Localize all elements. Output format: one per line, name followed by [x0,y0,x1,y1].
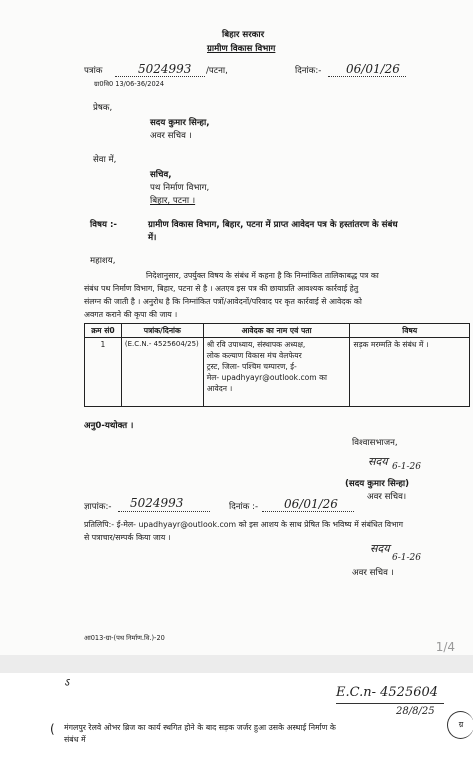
page-counter: 1/4 [435,640,455,654]
header-reference: पत्रांक/दिनांक [121,324,203,338]
jnapank-value: 5024993 [130,496,184,510]
sender-designation: अवर सचिव । [150,131,192,141]
body-line-1: निदेशानुसार, उपर्युक्त विषय के संबंध में कहना है कि निम्नांकित तालिकाबद्ध पत्र का [146,271,379,280]
header-subject: विषय [350,324,470,338]
dinank-label: दिनांक:- [295,66,322,76]
row-serial: 1 [85,338,122,407]
applicant-line: ट्रस्ट, जिला- पश्चिम चम्पारण, ई- [206,362,297,371]
patrank-dotted-line [115,76,205,77]
copy-dinank-value: 06/01/26 [284,497,338,511]
footer-code: आ013-ग्रा-(पथ निर्माण.वि.)-20 [84,634,165,642]
patrank-suffix: /पटना, [206,66,228,76]
dinank-value: 06/01/26 [346,62,400,76]
enclosure-note: अनु0-यथोक्त । [84,421,134,431]
page-separator [0,655,473,673]
recipient-department: पथ निर्माण विभाग, [150,183,210,193]
copy-line-2: से पत्राचार/सम्पर्क किया जाय । [84,533,171,542]
copy-signature-scribble: सदय [370,542,390,555]
page2-hand-mark: ऽ [64,676,70,689]
dinank-dotted-line [328,76,406,77]
signature-date: 6-1-26 [392,462,421,472]
government-heading: बिहार सरकार [222,30,265,40]
row-subject: सड़क मरम्मति के संबंध में । [350,338,470,407]
row-applicant [203,338,350,407]
file-number: ग्रा0वि0 13/06-36/2024 [94,80,165,88]
sender-name: सदय कुमार सिन्हा, [150,118,210,128]
body-line-3: संलग्न की जाती है । अनुरोध है कि निम्नांकित पत्रों/आवेदनों/परिवाद पर कृत कार्रवाई से आवेदक को [84,297,362,306]
body-line-2: संबंध पथ निर्माण विभाग, बिहार, पटना से है । अतएव इस पत्र की छायाप्रति आवश्यक कार्रवाई हेतु [84,284,359,293]
row-reference: (E.C.N.- 4525604/25) [121,338,203,407]
subject-label: विषय :- [90,220,117,230]
recipient-place: बिहार, पटना । [150,196,196,206]
page2-text-line-1: मंगलपुर रेलवे ओभर ब्रिज का कार्य स्थगित होने के बाद सड़क जर्जर हुआ उसके अस्थाई निर्माण के [64,723,336,732]
recipient-label: सेवा में, [93,155,117,165]
header-serial: क्रम सं0 [85,324,122,338]
copy-dinank-dotted-line [262,511,354,512]
closing-faithfully: विश्वासभाजन, [352,438,398,448]
application-table [84,323,470,407]
body-line-4: अवगत कराने की कृपा की जाय । [84,310,178,319]
recipient-title: सचिव, [150,170,172,180]
table-row [85,338,470,407]
subject-line-2: में। [148,233,157,243]
stamp-fragment: ग्र [447,711,473,739]
copy-line-1: प्रतिलिपि:- ई-मेल- upadhyayr@outlook.com को इस आशय के साथ प्रेषित कि भविष्य में संबंधित विभाग [84,520,403,529]
closing-name: (सदय कुमार सिन्हा) [345,479,410,489]
salutation: महाशय, [90,256,116,266]
closing-designation: अवर सचिव। [367,492,407,502]
copy-signature-date: 6-1-26 [392,553,421,563]
patrank-value: 5024993 [138,62,192,76]
applicant-line: श्री रवि उपाध्याय, संस्थापक अध्यक्ष, [206,340,306,349]
page2-text-line-2: संबंध में [64,735,86,744]
page2-ecn-underline [336,703,444,704]
jnapank-dotted-line [118,511,210,512]
table-header-row [85,324,470,338]
jnapank-label: ज्ञापांक:- [84,502,112,512]
sender-label: प्रेषक, [93,103,113,113]
patrank-label: पत्रांक [84,66,103,76]
page2-ecn-handwritten: E.C.n- 4525604 [336,685,439,700]
signature-scribble: सदय [368,455,388,468]
copy-dinank-label: दिनांक :- [229,502,259,512]
department-heading: ग्रामीण विकास विभाग [207,44,276,54]
subject-line-1: ग्रामीण विकास विभाग, बिहार, पटना में प्राप्त आवेदन पत्र के हस्तांतरण के संबंध [148,220,398,230]
applicant-line: मेल- upadhyayr@outlook.com का [206,373,327,382]
applicant-line: लोक कल्याण विकास मंच वेलफेयर [206,351,302,360]
page2-date-handwritten: 28/8/25 [396,706,435,717]
page2-bracket-mark: ( [50,722,55,736]
letter-page-2-preview [0,673,473,761]
copy-designation: अवर सचिव । [352,568,394,578]
applicant-line: आवेदन । [206,384,233,393]
header-applicant: आवेदक का नाम एवं पता [203,324,350,338]
